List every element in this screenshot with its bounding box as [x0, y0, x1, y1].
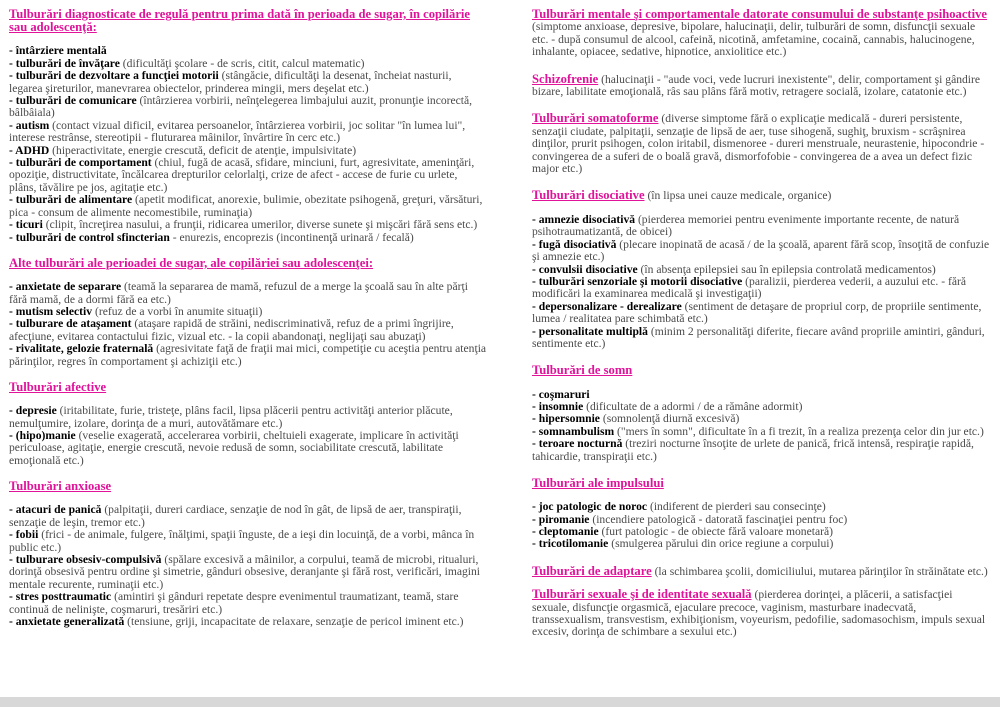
- item-term: - fobii: [9, 528, 39, 542]
- item-term: - stres posttraumatic: [9, 590, 112, 604]
- list-item: [532, 301, 990, 326]
- section-title: Tulburări anxioase: [9, 479, 112, 494]
- item-term: - ADHD: [9, 143, 50, 157]
- item-term: - fugă disociativă: [532, 237, 617, 251]
- section-description: (la schimbarea şcolii, domiciliului, mutarea părinţilor în străinătate etc.): [651, 564, 988, 578]
- section-tulburari-sexuale-si-de-identitate-sexua: [532, 588, 990, 639]
- section-title: Tulburări somatoforme: [532, 111, 659, 126]
- item-term: - tulburări senzoriale şi motorii disociative: [532, 274, 743, 288]
- item-description: (teamă la separarea de mamă, refuzul de a merge la şcoală sau în alte părţi fără mamă, de a dormi fără ea etc.): [9, 280, 468, 306]
- item-term: - convulsii disociative: [532, 262, 638, 276]
- item-description: (tensiune, griji, incapacitate de relaxare, senzaţie de pericol iminent etc.): [124, 615, 464, 629]
- right-column: [532, 8, 990, 639]
- section-gap: [532, 350, 990, 364]
- item-term: - coşmaruri: [532, 387, 590, 401]
- item-term: - depresie: [9, 404, 57, 418]
- section-gap: [532, 551, 990, 565]
- list-item: [9, 194, 487, 219]
- section-tulburari-disociative: [532, 189, 990, 350]
- item-term: - tulburări de comportament: [9, 156, 152, 170]
- item-term: - teroare nocturnă: [532, 437, 623, 451]
- item-description: (în absenţa epilepsiei sau în epilepsia controlată medicamentos): [637, 262, 936, 276]
- item-description: (apetit modificat, anorexie, bulimie, obezitate psihogenă, greţuri, vărsături, pica - consum de alimente necomestibile, ruminaţia): [9, 193, 483, 219]
- item-description: (frici - de animale, fulgere, înălţimi, spaţii înguste, de a ieşi din locuinţă, de a vorbi, mânca în public etc.): [9, 528, 475, 554]
- item-description: (paralizii, pierderea vederii, a auzului etc. - fără modificări la examinarea medicală şi investigaţii): [532, 274, 966, 301]
- section-title: Schizofrenie: [532, 71, 599, 86]
- section-tulburari-somatoforme: [532, 112, 990, 175]
- item-term: - insomnie: [532, 399, 584, 413]
- item-description: (minim 2 personalităţi diferite, fiecare având propriile amintiri, gânduri, sentimente etc.): [532, 324, 985, 350]
- item-description: (spălare excesivă a mâinilor, a corpului, teamă de microbi, ritualuri, dorinţă obsesivă pentru ordine şi simetrie, gânduri obsesive, deranjante şi fără rost, verificări, imagini mentale recurente, ruminaţii etc.): [9, 553, 481, 591]
- section-gap: [532, 59, 990, 73]
- list-item: [9, 554, 487, 591]
- item-description: (sentiment de detaşare de propriul corp, de propriile sentimente, lumea / realitatea pare schimbată etc.): [532, 299, 982, 326]
- section-gap: [532, 98, 990, 112]
- section-alte-tulburari-ale-perioadei-de-sugar-al: [9, 257, 487, 368]
- list-item: [9, 157, 487, 194]
- section-paragraph: [532, 588, 990, 639]
- item-term: - rivalitate, gelozie fraternală: [9, 342, 154, 356]
- section-description: (pierderea dorinţei, a plăcerii, a satisfacţiei sexuale, disfuncţie orgasmică, ejaculare precoce, vaginism, masturbare inadecvată, transsexualism, transvestism, exhibiţionism, voyeurism, pedofilie, sadomasochism, impuls sexual excesiv, dorinţa de schimbare a sexului etc.): [532, 588, 986, 639]
- item-term: - tulburări de învăţare: [9, 56, 120, 70]
- item-term: - ticuri: [9, 218, 43, 232]
- item-description: (somnolenţă diurnă excesivă): [599, 412, 740, 426]
- item-term: - tulburare obsesiv-compulsivă: [9, 553, 162, 567]
- item-term: - mutism selectiv: [9, 304, 93, 318]
- section-description: (simptome anxioase, depresive, bipolare, halucinaţii, delir, tulburări de somn, disfuncţii sexuale etc. - după consumul de alcool, cafeină, nicotină, amfetamine, cocaină, cannabis, halucinogene, inhalante, opiacee, sedative, hipnotice, anxiolitice etc.): [532, 20, 976, 59]
- section-title: Tulburări mentale şi comportamentale datorate consumului de substanţe psihoactive: [532, 7, 988, 21]
- list-item: [532, 538, 990, 550]
- item-description: (refuz de a vorbi în anumite situaţii): [92, 304, 263, 318]
- section-tulburari-diagnosticate-de-regula-pentru: [9, 8, 487, 244]
- item-description: (amintiri şi gânduri repetate despre evenimentul traumatizant, teamă, stare continuă de nelinişte, coşmaruri, tresăriri etc.): [9, 590, 459, 616]
- section-title: Tulburări sexuale şi de identitate sexuală: [532, 587, 752, 602]
- item-term: - (hipo)manie: [9, 428, 76, 442]
- item-term: - anxietate generalizată: [9, 615, 125, 629]
- item-description: (iritabilitate, furie, tristeţe, plâns facil, lipsa plăcerii pentru activităţi anterior plăcute, nemulţumire, izolare, dorinţa de a muri, autovătămare etc.): [9, 404, 453, 430]
- item-description: (pierderea memoriei pentru evenimente importante recente, de natură psihotraumatizantă, de obicei): [532, 212, 960, 239]
- section-title: Tulburări de somn: [532, 363, 633, 378]
- item-term: - tulburare de ataşament: [9, 317, 132, 331]
- section-title: Tulburări disociative: [532, 188, 645, 203]
- item-description: (plecare inopinată de acasă / de la şcoală, aparent fără scop, însoţită de confuzie şi amnezie etc.): [532, 237, 990, 264]
- section-gap: [9, 368, 487, 381]
- section-paragraph: [532, 112, 990, 175]
- item-term: - autism: [9, 118, 50, 132]
- list-item: [9, 281, 487, 306]
- item-description: (întârzierea vorbirii, neînţelegerea limbajului auzit, pronunţie incorectă, bâlbâiala): [9, 94, 473, 120]
- list-item: [9, 343, 487, 368]
- spacer: [532, 378, 990, 389]
- section-paragraph: [532, 73, 990, 99]
- item-description: (stângăcie, dificultăţi la desenat, încheiat nasturii, legarea şireturilor, manevrarea obiectelor, prinderea mingii, mers deşelat etc.): [9, 69, 452, 95]
- item-term: - atacuri de panică: [9, 503, 102, 517]
- item-description: (smulgerea părului din orice regiune a corpului): [608, 537, 834, 551]
- section-description: (diverse simptome fără o explicaţie medicală - dureri persistente, senzaţii ciudate, palpitaţii, senzaţie de lipsă de aer, tuse sihogenă, sughiţ, bruxism - scrâşnirea dinţilor, prurit psihogen, colon iritabil, dismenoree - dureri menstruale, neurastenie, hipocondrie - convingerea de a suferi de o boală gravă, dismorfofobie - convingerea de a avea un defect fizic major etc.): [532, 112, 985, 176]
- item-term: - piromanie: [532, 512, 590, 526]
- section-tulburari-anxioase: [9, 480, 487, 628]
- item-term: - personalitate multiplă: [532, 324, 648, 338]
- item-description: (incendiere patologică - datorată fascinaţiei pentru foc): [589, 512, 848, 526]
- item-description: (ataşare rapidă de străini, nediscriminativă, refuz de a primi îngrijire, afecţiune, evitarea contactului fizic, vizual etc. - la copii abandonaţi, neglijaţi sau abuzaţi): [9, 317, 454, 343]
- section-description: (halucinaţii - "aude voci, vede lucruri inexistente", delir, comportament şi gândire bizare, labilitate emoţională, râs sau plâns fără motiv, retragere socială, izolare, catatonie etc.): [532, 72, 981, 99]
- item-description: (furt patologic - de obiecte fără valoare monetară): [598, 525, 833, 538]
- list-item: [532, 214, 990, 239]
- section-description: (în lipsa unei cauze medicale, organice): [644, 189, 832, 203]
- section-title: Tulburări de adaptare: [532, 563, 652, 578]
- item-description: - enurezis, encoprezis (incontinenţă urinară / fecală): [169, 230, 414, 244]
- list-item: [9, 405, 487, 430]
- list-item: [532, 438, 990, 463]
- list-item: [9, 232, 487, 244]
- item-term: - depersonalizare - derealizare: [532, 299, 682, 313]
- list-item: [9, 616, 487, 628]
- item-term: - cleptomanie: [532, 525, 599, 538]
- item-description: ("mers în somn", dificultate în a fi trezit, în a realiza prezenţa celor din jur etc.): [614, 424, 984, 438]
- list-item: [9, 504, 487, 529]
- section-title: Alte tulburări ale perioadei de sugar, ale copilăriei sau adolescenţei:: [9, 255, 374, 270]
- list-item: [9, 529, 487, 554]
- item-description: (treziri nocturne însoţite de urlete de panică, frică intensă, respiraţie rapidă, tahicardie, transpiraţii etc.): [532, 437, 974, 463]
- item-description: (hiperactivitate, energie crescută, deficit de atenţie, impulsivitate): [49, 143, 357, 157]
- section-paragraph: [532, 565, 990, 578]
- item-term: - tulburări de control sfincterian: [9, 230, 170, 244]
- section-schizofrenie: [532, 73, 990, 99]
- item-description: (agresivitate faţă de fraţii mai mici, competiţie cu aceştia pentru atenţia părinţilor, regres în comportament şi achiziţii etc.): [9, 342, 487, 368]
- list-item: [9, 70, 487, 95]
- list-item: [532, 276, 990, 301]
- section-gap: [9, 244, 487, 257]
- section-paragraph: [532, 8, 990, 59]
- item-term: - joc patologic de noroc: [532, 500, 648, 514]
- section-gap: [532, 463, 990, 477]
- section-tulburari-ale-impulsului: [532, 477, 990, 551]
- list-item: [9, 430, 487, 467]
- section-tulburari-de-adaptare: [532, 565, 990, 578]
- section-title: Tulburări ale impulsului: [532, 475, 664, 490]
- item-term: - întârziere mentală: [9, 44, 107, 58]
- list-item: [9, 318, 487, 343]
- item-term: - tulburări de alimentare: [9, 193, 133, 207]
- item-description: (indiferent de pierderi sau consecinţe): [647, 500, 826, 514]
- section-paragraph: [532, 189, 990, 202]
- section-title: Tulburări afective: [9, 379, 107, 394]
- list-item: [9, 591, 487, 616]
- item-term: - tulburări de comunicare: [9, 94, 137, 108]
- section-tulburari-mentale-si-comportamentale-dat: [532, 8, 990, 59]
- list-item: [532, 326, 990, 351]
- item-term: - anxietate de separare: [9, 280, 122, 294]
- item-term: - tricotilomanie: [532, 537, 609, 551]
- item-term: - amnezie disociativă: [532, 212, 636, 226]
- list-item: [532, 239, 990, 264]
- section-title: Tulburări diagnosticate de regulă pentru prima dată în perioada de sugar, în copilărie sau adolescenţă:: [9, 7, 470, 35]
- section-tulburari-afective: [9, 381, 487, 467]
- item-term: - somnambulism: [532, 424, 615, 438]
- section-gap: [532, 175, 990, 189]
- item-description: (clipit, încreţirea nasului, a frunţii, ridicarea umerilor, diverse sunete şi mişcări fără sens etc.): [42, 218, 478, 232]
- list-item: [9, 95, 487, 120]
- section-tulburari-de-somn: [532, 364, 990, 463]
- left-column: [9, 8, 487, 628]
- item-description: (veselie exagerată, accelerarea vorbirii, cheltuieli exagerate, implicare în activităţi periculoase, agitaţie, energie crescută, nevoie redusă de somn, sociabilitate crescută, labilitate emoţională etc.): [9, 428, 459, 467]
- item-description: (contact vizual dificil, evitarea persoanelor, întârzierea vorbirii, joc solitar "în lumea lui", interese restrânse, stereotipii - fluturarea mâinilor, învârtire în cerc etc.): [9, 118, 466, 145]
- item-description: (dificultate de a adormi / de a rămâne adormit): [583, 399, 803, 413]
- item-term: - tulburări de dezvoltare a funcţiei motorii: [9, 69, 219, 83]
- list-item: [9, 120, 487, 145]
- item-description: (palpitaţii, dureri cardiace, senzaţie de nod în gât, de lipsă de aer, transpiraţii, senzaţie de leşin, tremor etc.): [9, 503, 462, 529]
- item-term: - hipersomnie: [532, 412, 600, 426]
- item-description: (chiul, fugă de acasă, sfidare, minciuni, furt, agresivitate, ameninţări, opoziţie, distructivitate, încălcarea drepturilor celorlalţi, crize de afect - accese de furie cu urlete, plâns, tăvălire pe jos, agitaţie etc.): [9, 156, 475, 194]
- item-description: (dificultăţi şcolare - de scris, citit, calcul matematic): [119, 56, 365, 70]
